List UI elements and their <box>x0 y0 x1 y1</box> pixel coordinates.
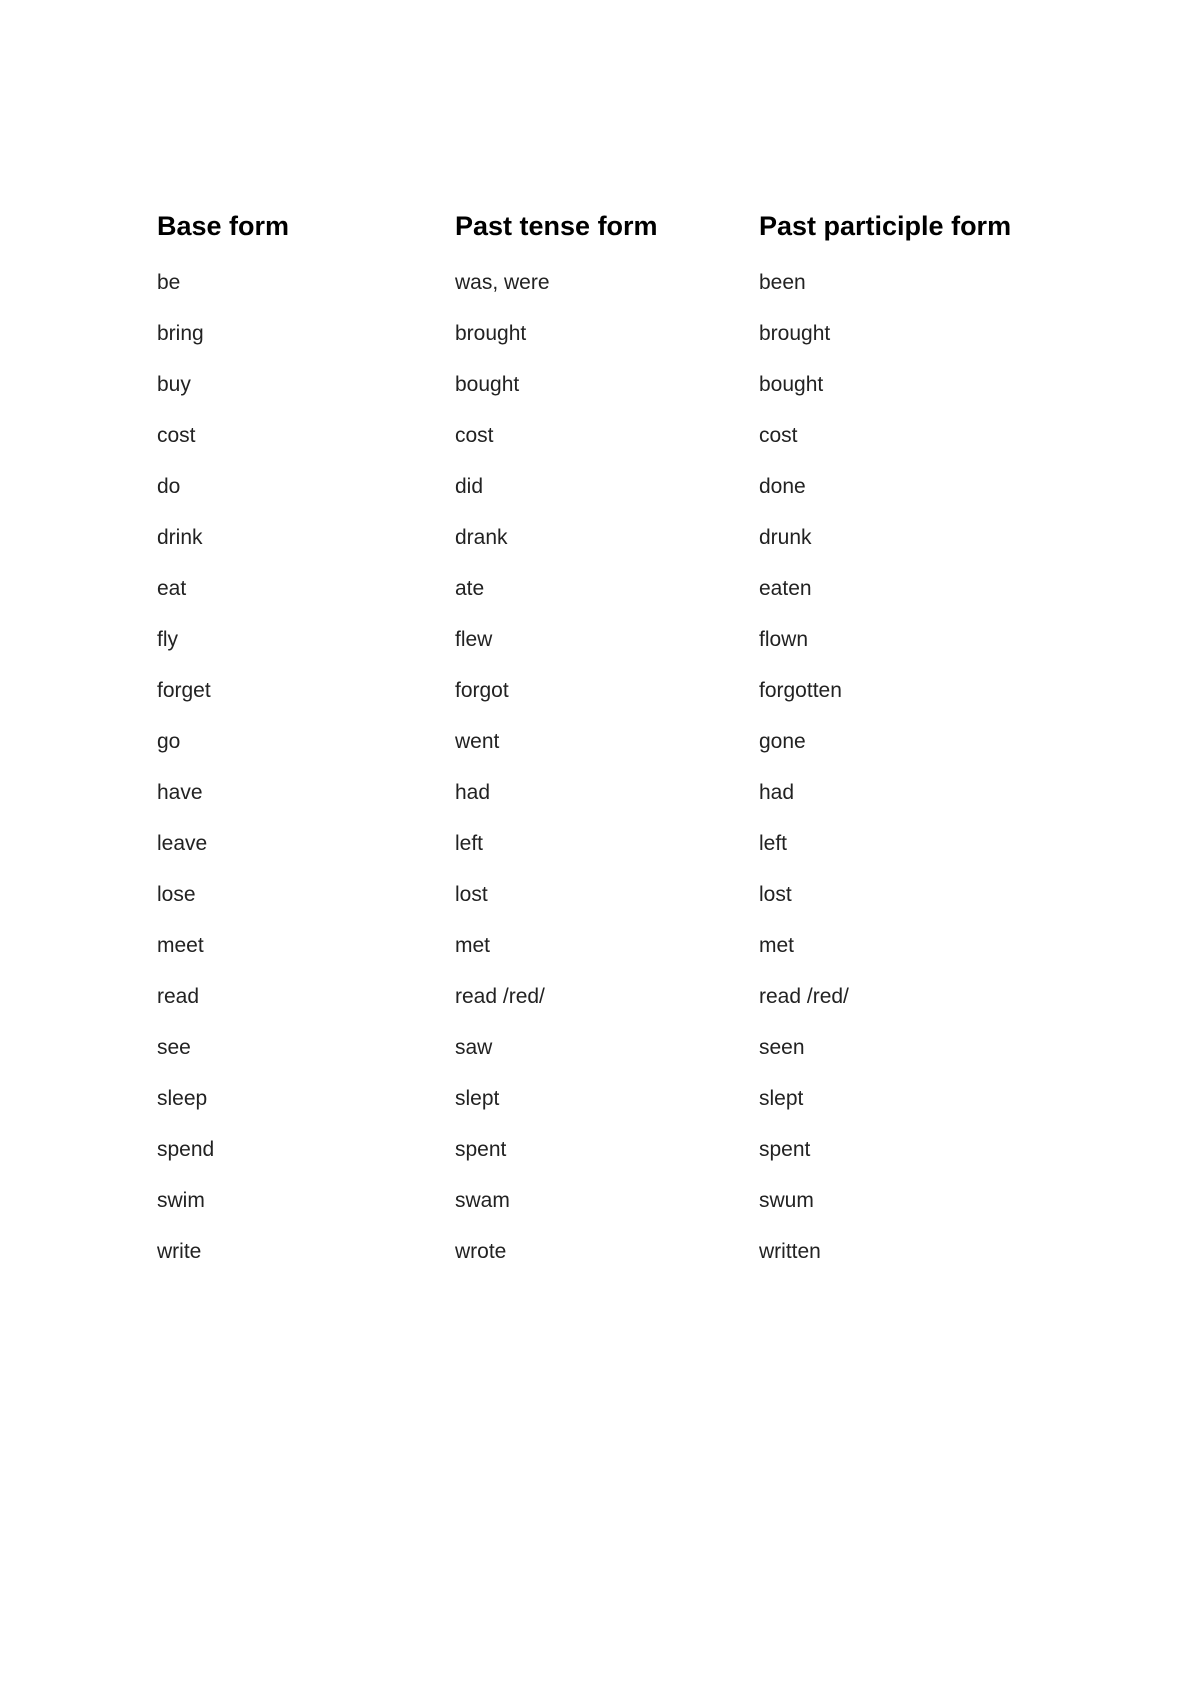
irregular-verbs-table <box>157 208 1059 1288</box>
past-tense-cell: flew <box>455 628 493 651</box>
past-tense-cell: met <box>455 934 491 957</box>
past-tense-cell: brought <box>455 322 527 345</box>
table-row <box>157 1237 1059 1288</box>
base-form-cell: forget <box>157 679 211 702</box>
past-participle-cell: seen <box>759 1036 805 1059</box>
base-form-cell: do <box>157 475 181 498</box>
past-participle-cell: forgotten <box>759 679 842 702</box>
past-participle-cell: cost <box>759 424 798 447</box>
past-tense-cell: did <box>455 475 484 498</box>
past-tense-cell: saw <box>455 1036 493 1059</box>
table-row <box>157 982 1059 1033</box>
base-form-cell: have <box>157 781 203 804</box>
past-participle-cell: brought <box>759 322 831 345</box>
table-row <box>157 625 1059 676</box>
past-tense-cell: drank <box>455 526 508 549</box>
past-tense-cell: wrote <box>455 1240 507 1263</box>
past-participle-cell: read /red/ <box>759 985 849 1008</box>
table-row <box>157 829 1059 880</box>
column-header-past-participle-form: Past participle form <box>759 211 1012 241</box>
past-tense-cell: went <box>455 730 500 753</box>
past-participle-cell: been <box>759 271 806 294</box>
base-form-cell: eat <box>157 577 187 600</box>
past-participle-cell: had <box>759 781 795 804</box>
base-form-cell: swim <box>157 1189 205 1212</box>
past-tense-cell: ate <box>455 577 485 600</box>
past-tense-cell: forgot <box>455 679 509 702</box>
table-row <box>157 1033 1059 1084</box>
past-participle-cell: left <box>759 832 788 855</box>
column-header-base-form: Base form <box>157 211 290 241</box>
base-form-cell: be <box>157 271 181 294</box>
table-row <box>157 778 1059 829</box>
past-tense-cell: slept <box>455 1087 500 1110</box>
past-participle-cell: drunk <box>759 526 812 549</box>
base-form-cell: go <box>157 730 181 753</box>
past-participle-cell: bought <box>759 373 824 396</box>
past-participle-cell: spent <box>759 1138 811 1161</box>
base-form-cell: see <box>157 1036 191 1059</box>
table-row <box>157 1186 1059 1237</box>
past-tense-cell: swam <box>455 1189 510 1212</box>
past-participle-cell: written <box>759 1240 821 1263</box>
past-participle-cell: eaten <box>759 577 812 600</box>
past-tense-cell: read /red/ <box>455 985 545 1008</box>
table-row <box>157 244 1059 319</box>
base-form-cell: read <box>157 985 200 1008</box>
table-row <box>157 523 1059 574</box>
base-form-cell: bring <box>157 322 204 345</box>
base-form-cell: fly <box>157 628 178 651</box>
past-tense-cell: bought <box>455 373 520 396</box>
base-form-cell: drink <box>157 526 203 549</box>
table-row <box>157 1135 1059 1186</box>
table-row <box>157 676 1059 727</box>
table-row <box>157 319 1059 370</box>
base-form-cell: spend <box>157 1138 215 1161</box>
base-form-cell: lose <box>157 883 196 906</box>
past-tense-cell: left <box>455 832 484 855</box>
past-participle-cell: lost <box>759 883 792 906</box>
past-participle-cell: slept <box>759 1087 804 1110</box>
table-header-row <box>157 208 1059 244</box>
past-participle-cell: flown <box>759 628 809 651</box>
table-row <box>157 574 1059 625</box>
table-row <box>157 421 1059 472</box>
table-row <box>157 1084 1059 1135</box>
past-participle-cell: done <box>759 475 806 498</box>
table-row <box>157 727 1059 778</box>
base-form-cell: buy <box>157 373 191 396</box>
table-row <box>157 370 1059 421</box>
past-participle-cell: gone <box>759 730 806 753</box>
base-form-cell: write <box>157 1240 202 1263</box>
past-tense-cell: spent <box>455 1138 507 1161</box>
base-form-cell: meet <box>157 934 204 957</box>
table-body <box>157 244 1059 1288</box>
past-tense-cell: lost <box>455 883 488 906</box>
base-form-cell: sleep <box>157 1087 208 1110</box>
past-tense-cell: had <box>455 781 491 804</box>
past-participle-cell: swum <box>759 1189 814 1212</box>
base-form-cell: cost <box>157 424 196 447</box>
table-row <box>157 472 1059 523</box>
table-row <box>157 931 1059 982</box>
past-tense-cell: cost <box>455 424 494 447</box>
column-header-past-tense-form: Past tense form <box>455 211 658 241</box>
table-row <box>157 880 1059 931</box>
past-tense-cell: was, were <box>455 271 550 294</box>
base-form-cell: leave <box>157 832 208 855</box>
past-participle-cell: met <box>759 934 795 957</box>
